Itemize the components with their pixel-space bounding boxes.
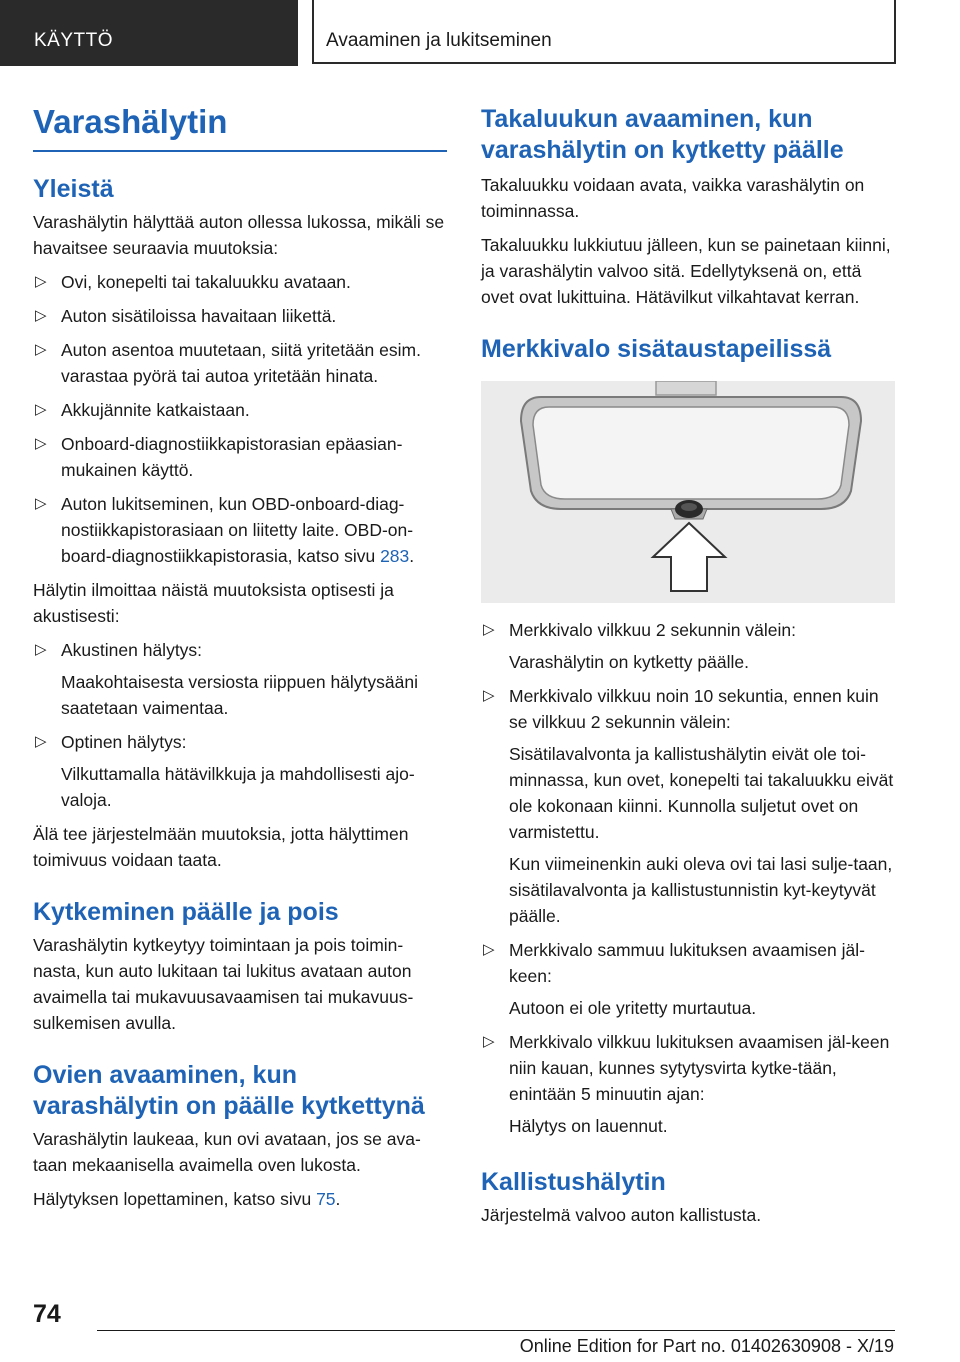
page-header [0, 0, 960, 66]
triangle-bullet-icon: ▷ [35, 401, 47, 418]
takaluukku-paragraph-1: Takaluukku voidaan avata, vaikka varashälytin on toiminnassa. [481, 175, 865, 221]
mirror-illustration [481, 381, 895, 603]
list-item: ▷ Merkkivalo vilkkuu 2 sekunnin välein: Varashälytin on kytketty päälle. [481, 617, 895, 675]
triangle-bullet-icon: ▷ [35, 307, 47, 324]
heading-yleista: Yleistä [33, 175, 114, 203]
list-item: ▷ Auton lukitseminen, kun OBD-onboard-diag-nostiikkapistorasiaan on liitetty laite. OBD-on-board-diagnostiikkapistorasia, katso sivu 283. [33, 491, 447, 569]
list-item: ▷ Merkkivalo vilkkuu noin 10 sekuntia, ennen kuin se vilkkuu 2 sekunnin välein: Sisätilavalvonta ja kallistushälytin eivät ole toi-minnassa, kun ovet, konepelti tai takaluukku eivät ole kokonaan kiinni. Kunnolla suljetut ovet on varmistettu. Kun viimeinenkin auki oleva ovi tai lasi sulje-taan, sisätilavalvonta ja kallistustunnistin kyt-keytyvät päälle. [481, 683, 895, 929]
ovien-paragraph: Varashälytin laukeaa, kun ovi avataan, jos se ava-taan mekaanisella avaimella oven lukosta. [33, 1129, 421, 1175]
list-item: ▷ Onboard-diagnostiikkapistorasian epäasian-mukainen käyttö. [33, 431, 447, 483]
heading-takaluukku: Takaluukun avaaminen, kun varashälytin on kytketty päälle [481, 105, 844, 164]
list-item: ▷ Akkujännite katkaistaan. [33, 397, 447, 423]
list-item: ▷ Auton sisätiloissa havaitaan liikettä. [33, 303, 447, 329]
heading-kytkeminen: Kytkeminen päälle ja pois [33, 898, 339, 926]
list-item: ▷ Merkkivalo vilkkuu lukituksen avaamisen jäl-keen niin kauan, kunnes sytytysvirta kytke-tään, enintään 5 minuutin ajan: Hälytys on lauennut. [481, 1029, 895, 1139]
indicator-list [481, 617, 895, 1139]
intro-paragraph: Varashälytin hälyttää auton ollessa lukossa, mikäli se havaitsee seuraavia muutoksia: [33, 212, 445, 258]
footer-divider [97, 1330, 895, 1331]
triangle-bullet-icon: ▷ [483, 941, 495, 958]
triangle-bullet-icon: ▷ [35, 273, 47, 290]
triangle-bullet-icon: ▷ [483, 1033, 495, 1050]
triangle-bullet-icon: ▷ [35, 495, 47, 512]
list-item: ▷ Ovi, konepelti tai takaluukku avataan. [33, 269, 447, 295]
page-number: 74 [33, 1300, 61, 1328]
section-tab: KÄYTTÖ [0, 0, 298, 66]
triangle-bullet-icon: ▷ [483, 621, 495, 638]
takaluukku-paragraph-2: Takaluukku lukkiutuu jälleen, kun se painetaan kiinni, ja varashälytin valvoo sitä. Edellytyksenä on, että ovet ovat lukittuina. Hätävilkut vilkahtavat kerran. [481, 235, 891, 307]
warning-paragraph: Älä tee järjestelmään muutoksia, jotta hälyttimen toimivuus voidaan taata. [33, 824, 409, 870]
heading-kallistushalytin: Kallistushälytin [481, 1168, 666, 1196]
heading-merkkivalo: Merkkivalo sisätaustapeilissä [481, 335, 832, 363]
triangle-bullet-icon: ▷ [35, 641, 47, 658]
changes-list [33, 269, 447, 569]
heading-ovien-avaaminen: Ovien avaaminen, kun varashälytin on päälle kytkettynä [33, 1061, 425, 1120]
chapter-title: Avaaminen ja lukitseminen [312, 0, 896, 64]
right-column [481, 100, 895, 1228]
lopettaminen-paragraph: Hälytyksen lopettaminen, katso sivu 75. [33, 1189, 341, 1209]
list-item: ▷ Auton asentoa muutetaan, siitä yritetään esim. varastaa pyörä tai autoa yritetään hinata. [33, 337, 447, 389]
page-link-75[interactable]: 75 [316, 1189, 336, 1209]
footer-edition: Online Edition for Part no. 01402630908 - X/19 [519, 1336, 894, 1356]
alarm-types-list [33, 637, 447, 813]
kytkeminen-paragraph: Varashälytin kytkeytyy toimintaan ja pois toimin-nasta, kun auto lukitaan tai lukitus avataan auton avaimella tai mukavuusavaamisen tai mukavuus-sulkemisen avulla. [33, 935, 414, 1033]
page-title: Varashälytin [33, 100, 447, 152]
list-item: ▷ Optinen hälytys: Vilkuttamalla hätävilkkuja ja mahdollisesti ajo-valoja. [33, 729, 447, 813]
list-item: ▷ Merkkivalo sammuu lukituksen avaamisen jäl-keen: Autoon ei ole yritetty murtautua. [481, 937, 895, 1021]
triangle-bullet-icon: ▷ [483, 687, 495, 704]
left-column [33, 100, 447, 1212]
rearview-mirror-icon [481, 381, 895, 603]
list-item: ▷ Akustinen hälytys: Maakohtaisesta versiosta riippuen hälytysääni saatetaan vaimentaa. [33, 637, 447, 721]
page-link-283[interactable]: 283 [380, 546, 410, 566]
kallistus-paragraph: Järjestelmä valvoo auton kallistusta. [481, 1205, 762, 1225]
triangle-bullet-icon: ▷ [35, 733, 47, 750]
triangle-bullet-icon: ▷ [35, 341, 47, 358]
triangle-bullet-icon: ▷ [35, 435, 47, 452]
optical-paragraph: Hälytin ilmoittaa näistä muutoksista optisesti ja akustisesti: [33, 580, 394, 626]
